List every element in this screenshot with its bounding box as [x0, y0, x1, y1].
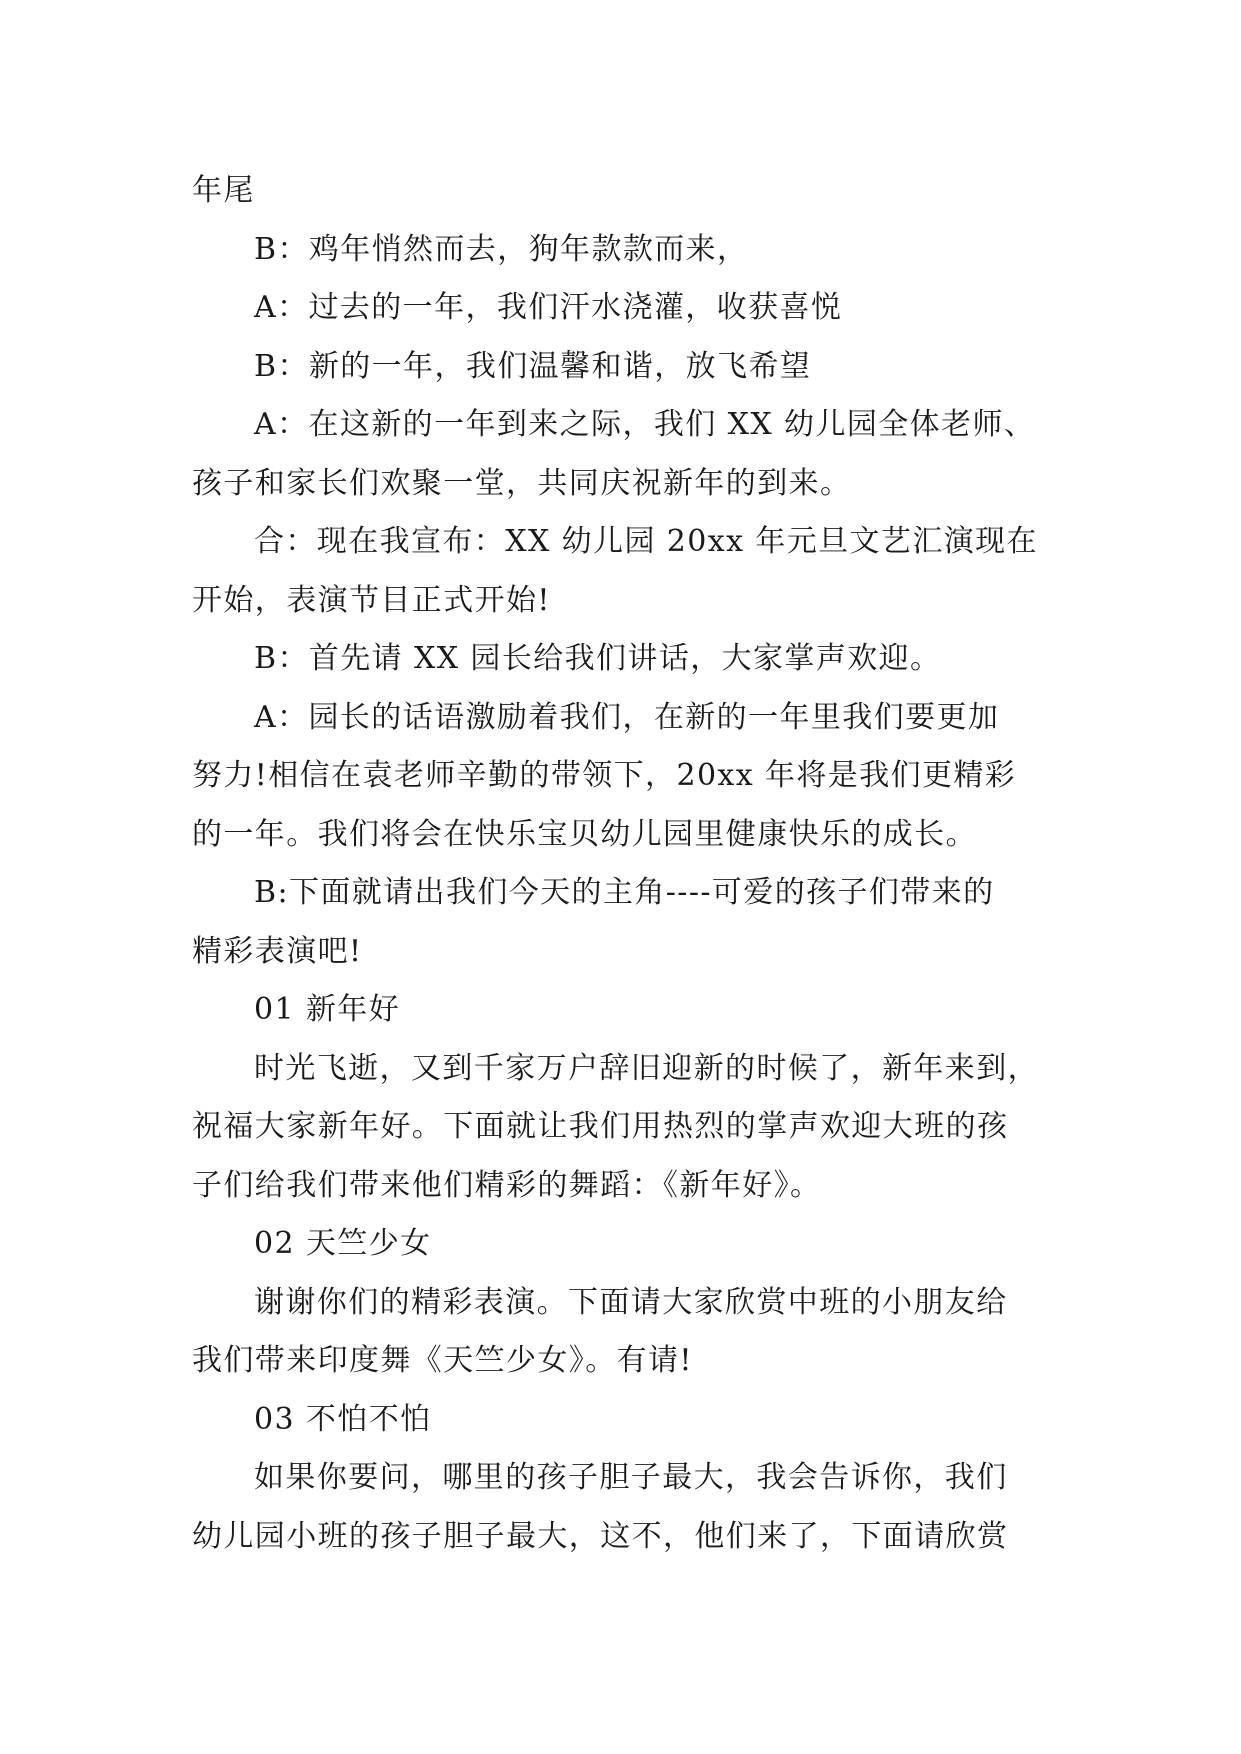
text-line: 谢谢你们的精彩表演。下面请大家欣赏中班的小朋友给 [254, 1284, 1008, 1320]
text-line: 年尾 [192, 173, 255, 208]
text-line: B：新的一年，我们温馨和谐，放飞希望 [254, 348, 812, 384]
text-line: A：过去的一年，我们汗水浇灌，收获喜悦 [254, 290, 843, 325]
text-line: 精彩表演吧! [192, 933, 363, 969]
paragraph [192, 864, 1052, 981]
paragraph [192, 279, 1052, 338]
text-line: 的一年。我们将会在快乐宝贝幼儿园里健康快乐的成长。 [192, 816, 977, 852]
paragraph [192, 513, 1052, 630]
text-line: 01 新年好 [254, 992, 401, 1027]
text-line: A：在这新的一年到来之际，我们 XX 幼儿园全体老师、 [254, 407, 1036, 442]
text-line: 子们给我们带来他们精彩的舞蹈：《新年好》。 [192, 1167, 822, 1203]
text-line: 孩子和家长们欢聚一堂，共同庆祝新年的到来。 [192, 465, 852, 501]
text-line: 时光飞逝，又到千家万户辞旧迎新的时候了，新年来到， [254, 1050, 1039, 1086]
text-line: B：首先请 XX 园长给我们讲话，大家掌声欢迎。 [254, 641, 942, 676]
section-heading [192, 1215, 1052, 1274]
text-line: 03 不怕不怕 [254, 1401, 432, 1437]
text-line: 我们带来印度舞《天竺少女》。有请! [192, 1343, 693, 1378]
text-line: 祝福大家新年好。下面就让我们用热烈的掌声欢迎大班的孩 [192, 1109, 1009, 1144]
text-line: 02 天竺少女 [254, 1226, 432, 1261]
paragraph [192, 1449, 1052, 1566]
paragraph [192, 1040, 1052, 1216]
text-line: 努力!相信在袁老师辛勤的带领下，20xx 年将是我们更精彩 [192, 758, 1017, 793]
text-line: B：鸡年悄然而去，狗年款款而来， [254, 231, 749, 267]
text-line: 幼儿园小班的孩子胆子最大，这不，他们来了，下面请欣赏 [192, 1518, 1009, 1554]
paragraph [192, 221, 1052, 280]
paragraph [192, 630, 1052, 689]
paragraph [192, 689, 1052, 865]
paragraph [192, 396, 1052, 513]
text-line: 合：现在我宣布：XX 幼儿园 20xx 年元旦文艺汇演现在 [254, 524, 1038, 559]
paragraph [192, 338, 1052, 397]
paragraph [192, 162, 1052, 221]
section-heading [192, 981, 1052, 1040]
paragraph [192, 1274, 1052, 1391]
text-line: 开始，表演节目正式开始! [192, 582, 551, 618]
section-heading [192, 1391, 1052, 1450]
text-line: 如果你要问，哪里的孩子胆子最大，我会告诉你，我们 [254, 1460, 1008, 1495]
document-page [192, 162, 1052, 1566]
text-line: A：园长的话语激励着我们，在新的一年里我们要更加 [254, 699, 1000, 735]
text-line: B:下面就请出我们今天的主角----可爱的孩子们带来的 [254, 875, 995, 910]
